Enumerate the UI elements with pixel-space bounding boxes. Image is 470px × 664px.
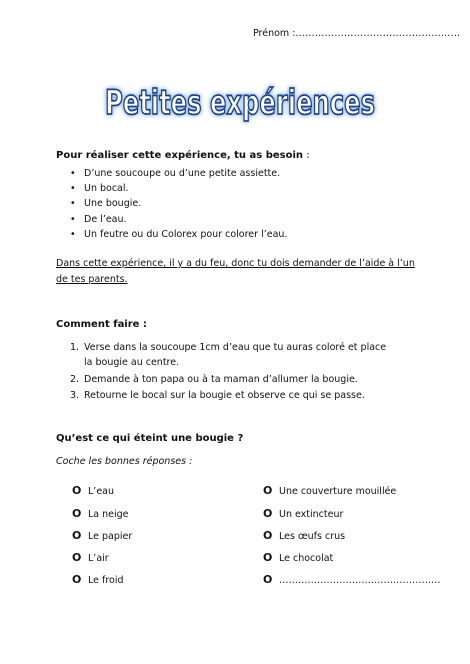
material-item: D’une soucoupe ou d’une petite assiette.: [84, 168, 281, 179]
material-item: Un feutre ou du Colorex pour colorer l’eau.: [84, 228, 288, 240]
bullet: •: [70, 213, 76, 225]
choice-blank-dots[interactable]: ……………………………………………: [279, 575, 441, 586]
choice-label: Les œufs crus: [279, 531, 346, 542]
how-heading: Comment faire :: [56, 319, 147, 330]
materials-heading: [56, 150, 310, 161]
materials-list: [56, 166, 287, 242]
choice-la-neige[interactable]: [72, 507, 129, 520]
checkbox-circle[interactable]: O: [72, 507, 82, 520]
checkbox-circle[interactable]: O: [263, 484, 273, 497]
question-heading: Qu’est ce qui éteint une bougie ?: [56, 433, 244, 444]
checkbox-circle[interactable]: O: [263, 529, 273, 542]
step-text: Retourne le bocal sur la bougie et observe ce qui se passe.: [84, 390, 365, 402]
choice-label: Le chocolat: [279, 553, 334, 564]
materials-heading-colon: :: [303, 150, 310, 161]
checkbox-circle[interactable]: O: [72, 573, 82, 586]
material-item: Un bocal.: [84, 183, 129, 195]
choice-le-froid[interactable]: [72, 573, 124, 586]
prenom-dots: ……………………………………………: [295, 28, 461, 39]
choice-label: Le froid: [88, 575, 124, 586]
choice-couverture-mouillee[interactable]: [263, 484, 396, 497]
bullet: •: [70, 168, 76, 179]
step-item: [56, 372, 396, 387]
choice-label: L’air: [88, 553, 109, 564]
checkbox-circle[interactable]: O: [72, 529, 82, 542]
checkbox-circle[interactable]: O: [263, 507, 273, 520]
checkbox-circle[interactable]: O: [263, 573, 273, 586]
choice-lair[interactable]: [72, 551, 109, 564]
list-item: [56, 166, 287, 181]
checkbox-circle[interactable]: O: [72, 551, 82, 564]
materials-heading-text: Pour réaliser cette expérience, tu as besoin: [56, 150, 304, 161]
choice-extincteur[interactable]: [263, 507, 343, 520]
step-number: 1.: [70, 342, 80, 353]
choice-le-papier[interactable]: [72, 529, 132, 542]
page-title: [95, 74, 385, 132]
checkbox-circle[interactable]: O: [72, 484, 82, 497]
material-item: De l’eau.: [84, 213, 127, 225]
choice-label: Le papier: [88, 531, 133, 542]
material-item: Une bougie.: [84, 198, 142, 210]
title-text: Petites expériences: [105, 83, 375, 123]
question-instruction: Coche les bonnes réponses :: [56, 456, 193, 467]
step-item: [56, 340, 396, 371]
list-item: [56, 196, 287, 211]
bullet: •: [70, 228, 76, 240]
prenom-field[interactable]: [253, 28, 460, 39]
step-item: [56, 388, 396, 403]
choice-blank[interactable]: [263, 573, 441, 586]
bullet: •: [70, 198, 76, 210]
choice-label: L’eau: [88, 486, 114, 497]
choice-label: Un extincteur: [279, 509, 344, 520]
step-text: Verse dans la soucoupe 1cm d’eau que tu auras coloré et place la bougie au centre.: [84, 342, 387, 369]
checkbox-circle[interactable]: O: [263, 551, 273, 564]
choice-chocolat[interactable]: [263, 551, 333, 564]
steps-list: [56, 340, 396, 405]
step-number: 2.: [70, 373, 80, 385]
choice-oeufs-crus[interactable]: [263, 529, 345, 542]
step-text: Demande à ton papa ou à ta maman d’allumer la bougie.: [84, 373, 358, 385]
list-item: [56, 227, 287, 242]
prenom-label: Prénom :: [253, 28, 296, 39]
choice-label: Une couverture mouillée: [279, 486, 397, 497]
safety-warning: Dans cette expérience, il y a du feu, donc tu dois demander de l’aide à l’un de tes parents.: [56, 258, 415, 285]
list-item: [56, 212, 287, 227]
step-number: 3.: [70, 390, 80, 402]
choice-leau[interactable]: [72, 484, 114, 497]
bullet: •: [70, 183, 76, 195]
list-item: [56, 181, 287, 196]
choice-label: La neige: [88, 509, 129, 520]
